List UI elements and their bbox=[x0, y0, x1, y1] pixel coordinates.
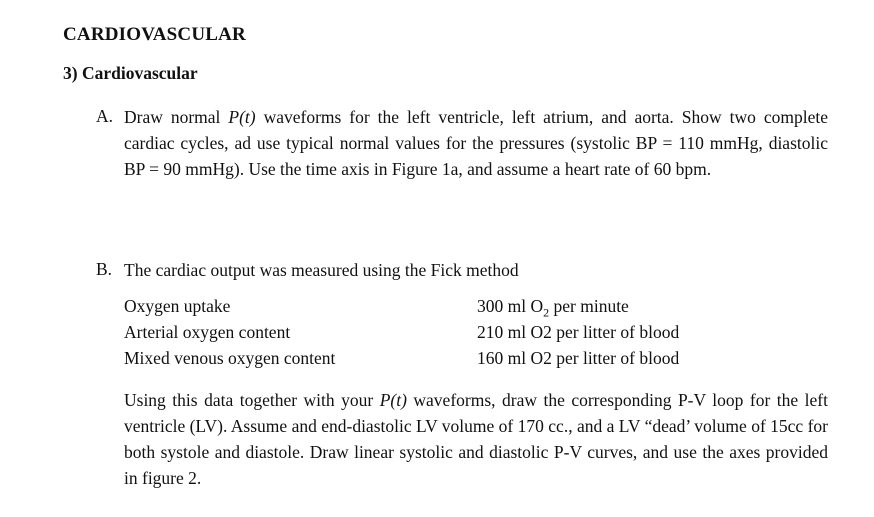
part-a-text bbox=[124, 104, 828, 182]
part-b-text bbox=[124, 387, 828, 491]
part-a-text-start: Draw normal bbox=[124, 107, 229, 127]
row-value: 300 ml $O_2$ per minute bbox=[477, 296, 629, 320]
data-row-oxygen-uptake bbox=[124, 296, 744, 320]
part-b-pt: P(t) bbox=[379, 390, 407, 410]
part-b-text-start: Using this data together with your bbox=[124, 390, 380, 410]
row-value: 160 ml O2 per litter of blood bbox=[477, 348, 680, 368]
part-b-letter: B. bbox=[96, 259, 113, 279]
part-a-letter: A. bbox=[96, 106, 114, 126]
part-b-text-rest: waveforms, draw the corresponding P-V loop for the left ventricle (LV). Assume and end-diastolic LV volume of 170 cc., and a LV “dead’ volume of 15cc for both systole and diastole. Draw linear systolic and diastolic P-V curves, and use the axes provided in figure 2. bbox=[124, 390, 828, 488]
section-title: CARDIOVASCULAR bbox=[63, 24, 246, 45]
part-a-text-rest: waveforms for the left ventricle, left atrium, and aorta. Show two complete cardiac cycles, ad use typical normal values for the pressures (systolic BP = 110 mmHg, diastolic BP = 90 mmHg). Use the time axis in Figure 1a, and assume a heart rate of 60 bpm. bbox=[124, 107, 828, 179]
data-row-arterial-oxygen bbox=[124, 322, 744, 346]
row-label: Mixed venous oxygen content bbox=[124, 348, 336, 368]
part-b-intro: The cardiac output was measured using the Fick method bbox=[124, 260, 519, 280]
row-value: 210 ml O2 per litter of blood bbox=[477, 322, 680, 342]
row-label: Oxygen uptake bbox=[124, 296, 231, 316]
part-a-pt: P(t) bbox=[228, 107, 256, 127]
row-label: Arterial oxygen content bbox=[124, 322, 291, 342]
data-row-venous-oxygen bbox=[124, 348, 744, 372]
question-heading: 3) Cardiovascular bbox=[63, 63, 198, 83]
